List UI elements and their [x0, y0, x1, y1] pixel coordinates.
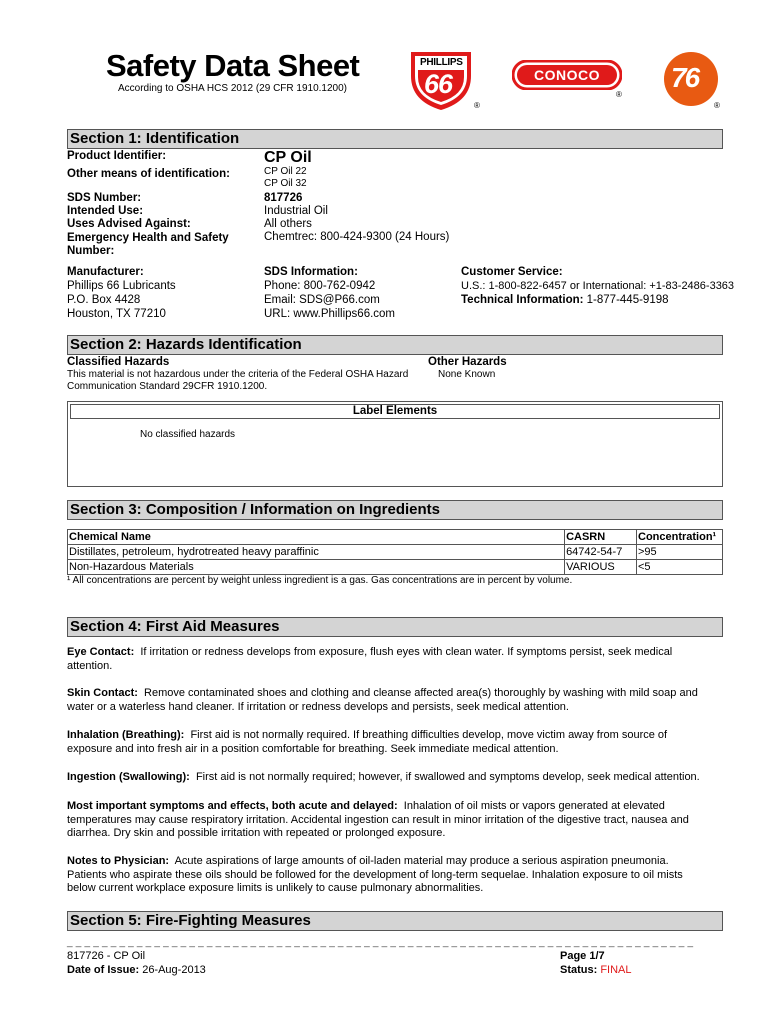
manufacturer-line-2: P.O. Box 4428: [67, 294, 141, 306]
sds-info-label: SDS Information:: [264, 266, 358, 278]
symptoms-text-1: Inhalation of oil mists or vapors generated at elevated: [397, 800, 665, 812]
section2-heading: [67, 335, 723, 355]
concentration-cell: >95: [637, 545, 723, 560]
notes-to-physician-text-3: below current workplace exposure limits is unlikely to cause pulmonary abnormalities.: [67, 882, 484, 894]
table-row: [68, 545, 723, 560]
conoco-logo: [512, 60, 622, 90]
ingestion-label: Ingestion (Swallowing):: [67, 771, 190, 783]
intended-use-value: Industrial Oil: [264, 205, 328, 217]
chemical-name-cell: Non-Hazardous Materials: [68, 560, 565, 575]
notes-to-physician-paragraph: [67, 855, 727, 896]
symptoms-paragraph: [67, 800, 727, 841]
product-identifier-label: Product Identifier:: [67, 150, 167, 162]
technical-info-row: [461, 294, 669, 308]
eye-contact-text-2: attention.: [67, 659, 113, 672]
table-row: [68, 560, 723, 575]
uses-advised-label: Uses Advised Against:: [67, 218, 191, 230]
footer-doc-id: 817726 - CP Oil: [67, 950, 146, 962]
skin-contact-label: Skin Contact:: [67, 687, 138, 699]
section5-heading-text: Section 5: Fire-Fighting Measures: [70, 912, 311, 929]
sds-info-phone: Phone: 800-762-0942: [264, 280, 376, 292]
classified-hazards-text-2: Communication Standard 29CFR 1910.1200.: [67, 381, 268, 392]
classified-hazards-label: Classified Hazards: [67, 356, 170, 368]
other-means-value-1: CP Oil 22: [264, 166, 307, 177]
status-label: Status:: [560, 964, 598, 976]
emergency-label-line1: Emergency Health and Safety: [67, 232, 229, 244]
notes-to-physician-label: Notes to Physician:: [67, 855, 170, 867]
phillips66-logo: [407, 46, 475, 112]
other-means-value-2: CP Oil 32: [264, 178, 307, 189]
technical-info-label: Technical Information:: [461, 294, 584, 306]
other-hazards-label: Other Hazards: [428, 356, 507, 368]
symptoms-text-2: temperatures may cause respiratory irritation. Accidental ingestion can result in minor irritation of the digestive tract, nausea and: [67, 813, 689, 826]
date-of-issue-label: Date of Issue:: [67, 964, 140, 976]
inhalation-text-2: exposure and into fresh air in a position comfortable for breathing. Seek immediate medical attention.: [67, 742, 559, 755]
phillips-wordmark: PHILLIPS: [420, 57, 463, 68]
column-header-chemical-name: Chemical Name: [68, 530, 565, 545]
sds-number-label: SDS Number:: [67, 192, 142, 204]
customer-service-line: U.S.: 1-800-822-6457 or International: +1-83-2486-3363: [461, 280, 735, 292]
manufacturer-line-3: Houston, TX 77210: [67, 308, 166, 320]
notes-to-physician-text-2: Patients who aspirate these oils should be followed for the development of long-term sequelae. Inhalation exposure to oil mists: [67, 868, 683, 881]
registered-mark-phillips: ®: [474, 101, 480, 110]
ingredients-table: [67, 529, 723, 575]
phillips-66-numerals: 66: [424, 69, 453, 99]
manufacturer-label: Manufacturer:: [67, 266, 144, 278]
uses-advised-value: All others: [264, 218, 312, 230]
section4-heading: [67, 617, 723, 637]
column-header-concentration: Concentration¹: [637, 530, 723, 545]
footer-status-row: [560, 964, 632, 978]
section3-heading-text: Section 3: Composition / Information on Ingredients: [70, 501, 441, 518]
manufacturer-line-1: Phillips 66 Lubricants: [67, 280, 176, 292]
registered-mark-76: ®: [714, 101, 720, 110]
sds-info-email: Email: SDS@P66.com: [264, 294, 380, 306]
symptoms-label: Most important symptoms and effects, both acute and delayed:: [67, 800, 398, 812]
inhalation-text-1: First aid is not normally required. If breathing difficulties develop, move victim away from source of: [184, 729, 668, 741]
section1-heading-text: Section 1: Identification: [70, 130, 240, 147]
classified-hazards-text-1: This material is not hazardous under the criteria of the Federal OSHA Hazard: [67, 369, 409, 380]
casrn-cell: 64742-54-7: [565, 545, 637, 560]
registered-mark-conoco: ®: [616, 90, 622, 99]
section2-heading-text: Section 2: Hazards Identification: [70, 336, 302, 353]
section1-heading: [67, 129, 723, 149]
other-means-label: Other means of identification:: [67, 168, 230, 180]
skin-contact-paragraph: [67, 687, 727, 714]
brand76-logo: [662, 50, 720, 108]
notes-to-physician-text-1: Acute aspirations of large amounts of oil-laden material may produce a serious aspiration pneumonia.: [169, 855, 669, 867]
chemical-name-cell: Distillates, petroleum, hydrotreated heavy paraffinic: [68, 545, 565, 560]
footer-divider: _ _ _ _ _ _ _ _ _ _ _ _ _ _ _ _ _ _ _ _ _ _ _ _ _ _ _ _ _ _ _ _ _ _ _ _ _ _ _ _ _ _ _ _ _ _ _ _ _ _ _ _ _ _ _ _ _ _ _ _ _ _ _ _ _ _ _ _ _ _ _ _: [67, 937, 694, 948]
emergency-label-line2: Number:: [67, 245, 115, 257]
document-title: Safety Data Sheet: [106, 48, 360, 83]
section3-heading: [67, 500, 723, 520]
sds-number-value: 817726: [264, 192, 303, 204]
label-elements-box: [67, 401, 723, 487]
eye-contact-label: Eye Contact:: [67, 646, 135, 658]
other-hazards-value: None Known: [438, 369, 496, 380]
ingestion-text-1: First aid is not normally required; however, if swallowed and symptoms develop, seek medical attention.: [189, 771, 700, 783]
document-subtitle: According to OSHA HCS 2012 (29 CFR 1910.1200): [118, 83, 348, 94]
inhalation-paragraph: [67, 729, 727, 756]
skin-contact-text-1: Remove contaminated shoes and clothing and cleanse affected area(s) thoroughly by washing with mild soap and: [137, 687, 698, 699]
technical-info-value: 1-877-445-9198: [583, 294, 669, 306]
footer-date-row: [67, 964, 206, 978]
section5-heading: [67, 911, 723, 931]
table-header-row: [68, 530, 723, 545]
casrn-cell: VARIOUS: [565, 560, 637, 575]
brand76-numerals: 76: [671, 62, 699, 93]
ingestion-paragraph: [67, 771, 727, 785]
product-identifier-value: CP Oil: [264, 149, 312, 166]
column-header-casrn: CASRN: [565, 530, 637, 545]
intended-use-label: Intended Use:: [67, 205, 144, 217]
footer-page-number: Page 1/7: [560, 950, 605, 962]
conoco-wordmark: CONOCO: [534, 67, 600, 83]
inhalation-label: Inhalation (Breathing):: [67, 729, 185, 741]
sds-info-url: URL: www.Phillips66.com: [264, 308, 396, 320]
section4-heading-text: Section 4: First Aid Measures: [70, 618, 280, 635]
customer-service-label: Customer Service:: [461, 266, 563, 278]
label-elements-heading: Label Elements: [70, 404, 720, 419]
concentration-cell: <5: [637, 560, 723, 575]
no-classified-hazards: No classified hazards: [140, 429, 236, 440]
eye-contact-paragraph: [67, 646, 727, 673]
symptoms-text-3: diarrhea. Dry skin and possible irritation with repeated or prolonged exposure.: [67, 827, 446, 839]
status-value: FINAL: [597, 964, 632, 976]
concentration-footnote: ¹ All concentrations are percent by weight unless ingredient is a gas. Gas concentrations are in percent by volume.: [67, 575, 573, 586]
emergency-value: Chemtrec: 800-424-9300 (24 Hours): [264, 231, 450, 243]
date-of-issue-value: 26-Aug-2013: [139, 964, 206, 976]
eye-contact-text-1: If irritation or redness develops from exposure, flush eyes with clean water. If symptoms persist, seek medical: [134, 646, 673, 658]
skin-contact-text-2: water or a waterless hand cleaner. If irritation or redness develops and persists, seek medical attention.: [67, 700, 569, 713]
